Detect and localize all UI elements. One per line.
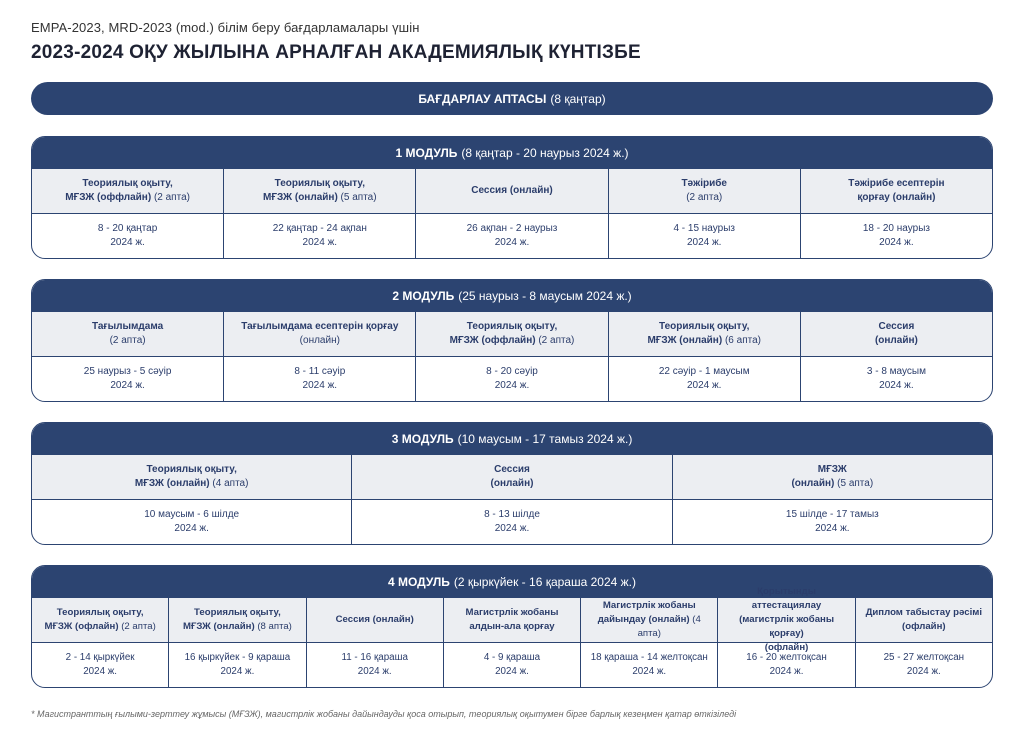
document-title: 2023-2024 ОҚУ ЖЫЛЫНА АРНАЛҒАН АКАДЕМИЯЛЫҚ КҮНТІЗБЕ bbox=[31, 42, 641, 63]
phase-header: Сессия (онлайн) bbox=[351, 455, 671, 499]
phase-header: Тағылымдама есептерін қорғау (онлайн) bbox=[223, 312, 415, 356]
phase-dates: 3 - 8 маусым 2024 ж. bbox=[800, 357, 992, 401]
phase-dates-row bbox=[32, 213, 992, 258]
phase-dates: 15 шілде - 17 тамыз 2024 ж. bbox=[672, 500, 992, 544]
phase-header: Теориялық оқыту, МҒЗЖ (онлайн) (8 апта) bbox=[168, 598, 305, 642]
phase-dates: 4 - 15 наурыз 2024 ж. bbox=[608, 214, 800, 258]
phase-dates: 18 - 20 наурыз 2024 ж. bbox=[800, 214, 992, 258]
phase-header: Теориялық оқыту, МҒЗЖ (оффлайн) (2 апта) bbox=[65, 178, 190, 203]
footnote: * Магистранттың ғылыми-зерттеу жұмысы (МҒЗЖ), магистрлік жобаны дайындауды қоса отырып, теориялық оқытумен бірге барлық кезеңмен қатар өткізіледі bbox=[31, 709, 737, 719]
phase-header: МҒЗЖ (онлайн) (5 апта) bbox=[672, 455, 992, 499]
phase-header: Теориялық оқыту, МҒЗЖ (офлайн) (2 апта) bbox=[44, 607, 156, 632]
phase-header: Сессия (онлайн) bbox=[800, 312, 992, 356]
phase-header: Тәжірибе есептерін қорғау (онлайн) bbox=[800, 169, 992, 213]
phase-dates: 22 қаңтар - 24 ақпан 2024 ж. bbox=[223, 214, 415, 258]
phase-dates: 26 ақпан - 2 наурыз 2024 ж. bbox=[415, 214, 607, 258]
phase-header-row bbox=[32, 586, 992, 653]
phase-header: Сессия (онлайн) bbox=[306, 598, 443, 642]
module-dates: (8 қаңтар - 20 наурыз 2024 ж.) bbox=[461, 145, 629, 160]
planning-week-dates: (8 қаңтар) bbox=[550, 91, 606, 106]
phase-dates: 8 - 20 қаңтар 2024 ж. bbox=[97, 223, 158, 248]
module-label: 1 МОДУЛЬ bbox=[395, 145, 458, 160]
phase-header: Тәжірибе (2 апта) bbox=[608, 169, 800, 213]
phase-dates-row bbox=[32, 499, 992, 544]
phase-header-row bbox=[32, 168, 992, 213]
module-header bbox=[32, 137, 992, 168]
module-3 bbox=[31, 422, 993, 545]
phase-header: Сессия (онлайн) bbox=[415, 169, 607, 213]
planning-week-banner bbox=[31, 82, 993, 115]
phase-dates: 22 сәуір - 1 маусым 2024 ж. bbox=[608, 357, 800, 401]
phase-dates-row bbox=[32, 356, 992, 401]
phase-header-row bbox=[32, 311, 992, 356]
phase-header: Тағылымдама (2 апта) bbox=[92, 321, 164, 346]
phase-header: Магистрлік жобаны дайындау (онлайн) (4 апта) bbox=[580, 598, 717, 642]
phase-header: Диплом табыстау рәсімі (офлайн) bbox=[855, 598, 992, 642]
phase-dates: 4 - 9 қараша 2024 ж. bbox=[443, 643, 580, 687]
phase-dates: 25 наурыз - 5 сәуір 2024 ж. bbox=[83, 366, 172, 391]
phase-dates: 16 қыркүйек - 9 қараша 2024 ж. bbox=[168, 643, 305, 687]
module-header bbox=[32, 423, 992, 454]
phase-dates: 8 - 11 сәуір 2024 ж. bbox=[223, 357, 415, 401]
module-label: 3 МОДУЛЬ bbox=[391, 431, 454, 446]
phase-dates: 2 - 14 қыркүйек 2024 ж. bbox=[65, 652, 135, 677]
phase-dates: 18 қараша - 14 желтоқсан 2024 ж. bbox=[580, 643, 717, 687]
phase-dates: 16 - 20 желтоқсан 2024 ж. bbox=[717, 643, 854, 687]
module-header bbox=[32, 280, 992, 311]
phase-header: Теориялық оқыту, МҒЗЖ (онлайн) (6 апта) bbox=[608, 312, 800, 356]
phase-header: Магистрлік жобаны алдын-ала қорғау bbox=[443, 598, 580, 642]
phase-header: Теориялық оқыту, МҒЗЖ (оффлайн) (2 апта) bbox=[415, 312, 607, 356]
module-dates: (2 қыркүйек - 16 қараша 2024 ж.) bbox=[453, 574, 636, 589]
planning-week-label: БАҒДАРЛАУ АПТАСЫ bbox=[418, 91, 547, 106]
phase-header: Теориялық оқыту, МҒЗЖ (онлайн) (4 апта) bbox=[134, 464, 249, 489]
module-1 bbox=[31, 136, 993, 259]
module-dates: (10 маусым - 17 тамыз 2024 ж.) bbox=[457, 431, 633, 446]
phase-dates: 11 - 16 қараша 2024 ж. bbox=[306, 643, 443, 687]
document-subtitle: EMPA-2023, MRD-2023 (mod.) білім беру бағдарламалары үшін bbox=[31, 20, 420, 35]
module-4 bbox=[31, 565, 993, 688]
module-label: 2 МОДУЛЬ bbox=[392, 288, 455, 303]
phase-header: Қорытынды аттестациялау (магистрлік жобаны қорғау) (офлайн) bbox=[717, 598, 854, 642]
phase-dates-row bbox=[32, 642, 992, 687]
module-2 bbox=[31, 279, 993, 402]
phase-dates: 10 маусым - 6 шілде 2024 ж. bbox=[144, 509, 240, 534]
phase-dates: 25 - 27 желтоқсан 2024 ж. bbox=[855, 643, 992, 687]
phase-dates: 8 - 20 сәуір 2024 ж. bbox=[415, 357, 607, 401]
module-dates: (25 наурыз - 8 маусым 2024 ж.) bbox=[458, 288, 632, 303]
phase-dates: 8 - 13 шілде 2024 ж. bbox=[351, 500, 671, 544]
module-label: 4 МОДУЛЬ bbox=[387, 574, 450, 589]
phase-header-row bbox=[32, 454, 992, 499]
phase-header: Теориялық оқыту, МҒЗЖ (онлайн) (5 апта) bbox=[223, 169, 415, 213]
